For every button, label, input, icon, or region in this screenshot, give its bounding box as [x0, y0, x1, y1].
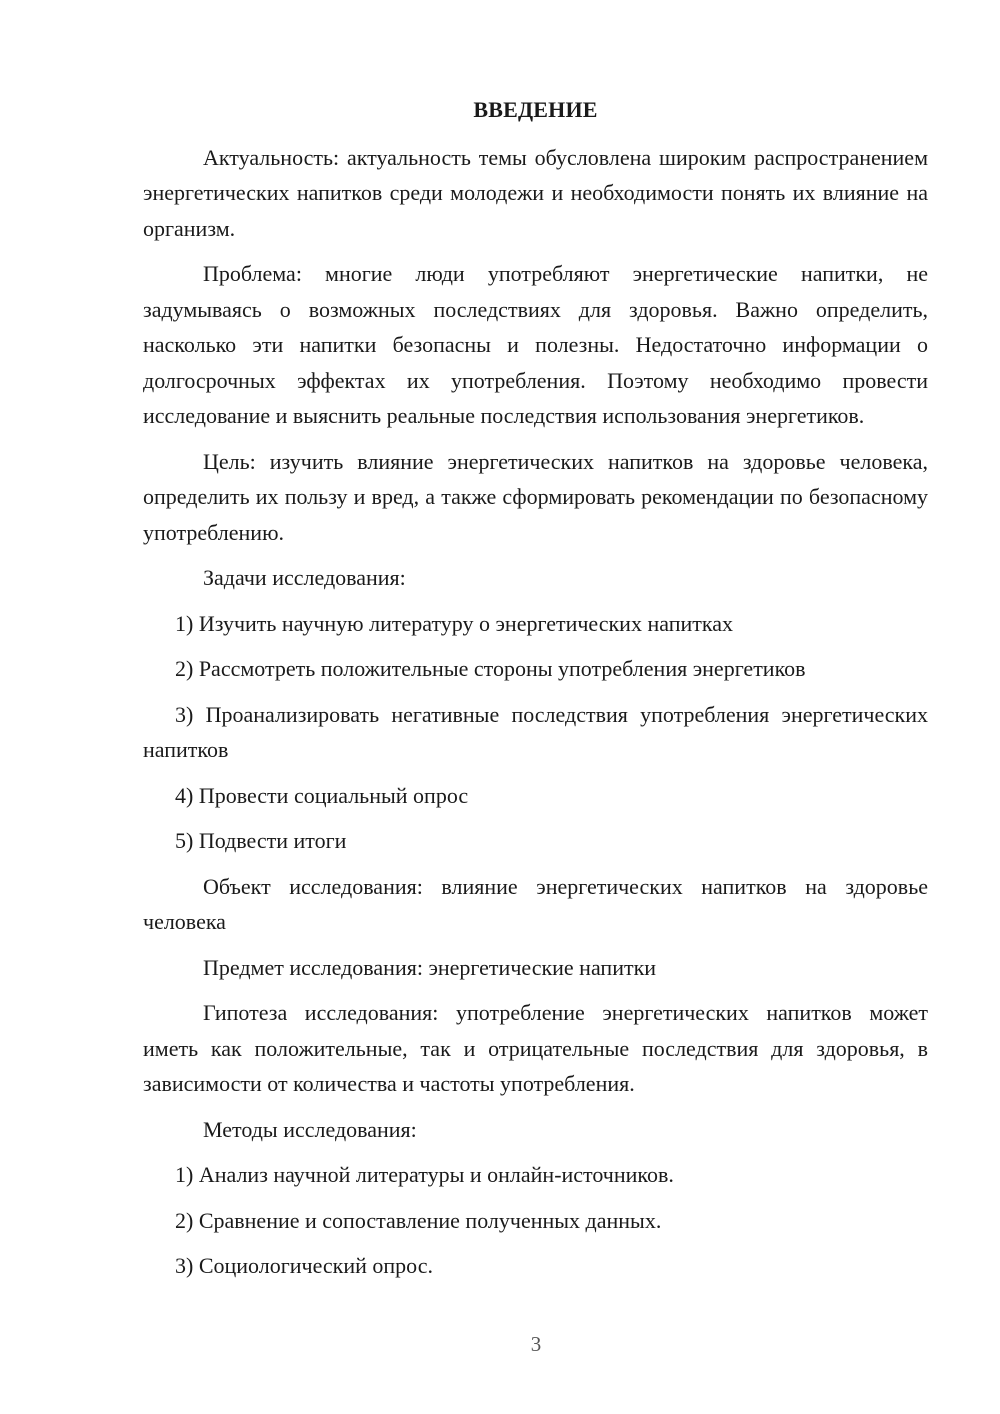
- page-title: ВВЕДЕНИЕ: [473, 97, 598, 122]
- method-item-1: 1) Анализ научной литературы и онлайн-источников.: [175, 1162, 674, 1187]
- task-item-4: 4) Провести социальный опрос: [175, 782, 469, 808]
- task-item-2: 2) Рассмотреть положительные стороны употребления энергетиков: [175, 656, 806, 681]
- goal-paragraph: Цель: изучить влияние энергетических напитков на здоровье человека, определить их пользу и вред, а также сформировать рекомендации по безопасному употреблению.: [143, 448, 928, 545]
- relevance-paragraph: Актуальность: актуальность темы обусловлена широким распространением энергетических напитков среди молодежи и необходимости понять их влияние на организм.: [143, 144, 928, 241]
- problem-paragraph: Проблема: многие люди употребляют энергетические напитки, не задумываясь о возможных последствиях для здоровья. Важно определить, насколько эти напитки безопасны и полезны. Недостаточно информации о долгосрочных эффектах их употребления. Поэтому необходимо провести исследование и выяснить реальные последствия использования энергетиков.: [143, 261, 928, 428]
- method-item-2: 2) Сравнение и сопоставление полученных данных.: [175, 1207, 662, 1233]
- subject-paragraph: Предмет исследования: энергетические напитки: [203, 954, 657, 980]
- object-paragraph: Объект исследования: влияние энергетических напитков на здоровье человека: [143, 873, 928, 934]
- document-page: [143, 92, 928, 1294]
- task-item-3: 3) Проанализировать негативные последствия употребления энергетических напитков: [143, 701, 928, 762]
- method-item-3: 3) Социологический опрос.: [175, 1253, 433, 1278]
- task-item-1: 1) Изучить научную литературу о энергетических напитках: [175, 610, 733, 636]
- hypothesis-paragraph: Гипотеза исследования: употребление энергетических напитков может иметь как положительные, так и отрицательные последствия для здоровья, в зависимости от количества и частоты употребления.: [143, 1000, 928, 1096]
- methods-heading: Методы исследования:: [203, 1116, 417, 1142]
- page-number: 3: [530, 1332, 542, 1356]
- tasks-heading: Задачи исследования:: [203, 565, 406, 590]
- task-item-5: 5) Подвести итоги: [175, 828, 347, 853]
